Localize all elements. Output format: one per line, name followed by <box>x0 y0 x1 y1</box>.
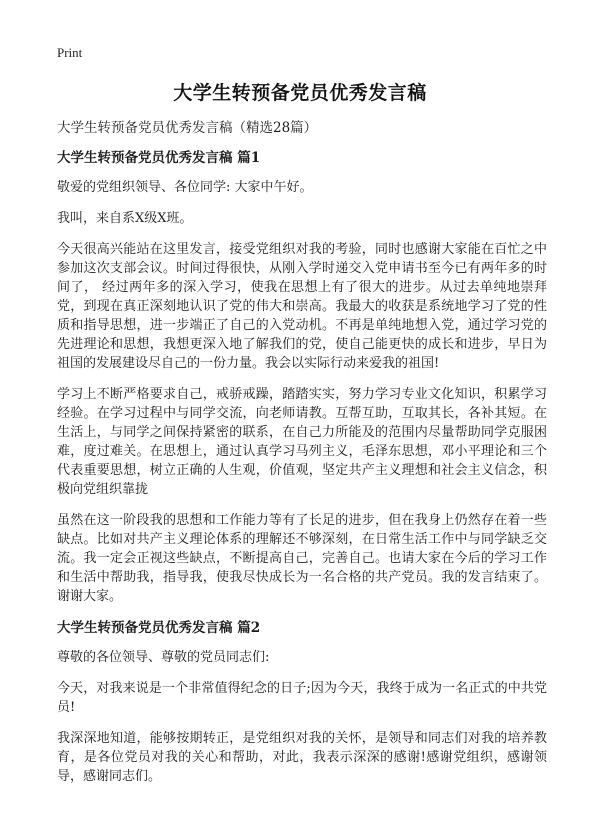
paragraph: 今天很高兴能站在这里发言，接受党组织对我的考验，同时也感谢大家能在百忙之中参加这次支部会议。时间过得很快，从刚入学时递交入党申请书至今已有两年多的时间了， 经过两年多的深入学习，使我在思想上有了很大的进步。从过去单纯地崇拜党，到现在真正深刻地认识了党的伟大和崇高。我最大的收获是系统地学习了党的性质和指导思想，进一步端正了自己的入党动机。不再是单纯地想入党，通过学习党的先进理论和思想，我想更深入地了解我们的党，使自己能更快的成长和进步，早日为祖国的发展建设尽自己的一份力量。我会以实际行动来爱我的祖国! <box>57 242 547 371</box>
paragraph: 虽然在这一阶段我的思想和工作能力等有了长足的进步，但在我身上仍然存在着一些缺点。比如对共产主义理论体系的理解还不够深刻，在日常生活工作中与同学缺乏交流。我一定会正视这些缺点，不断提高自己，完善自己。也请大家在今后的学习工作和生活中帮助我，指导我，使我尽快成长为一名合格的共产党员。我的发言结束了。谢谢大家。 <box>57 513 547 604</box>
paragraph: 今天，对我来说是一个非常值得纪念的日子;因为今天，我终于成为一名正式的中共党员! <box>57 681 547 715</box>
document-subtitle: 大学生转预备党员优秀发言稿（精选28篇） <box>57 120 318 136</box>
paragraph: 敬爱的党组织领导、各位同学: 大家中午好。 <box>57 180 313 195</box>
document-title: 大学生转预备党员优秀发言稿 <box>173 82 427 104</box>
document-body <box>57 118 547 798</box>
paragraph: 我深深地知道，能够按期转正，是党组织对我的关怀，是领导和同志们对我的培养教育，是各位党员对我的关心和帮助，对此，我表示深深的感谢!感谢党组织，感谢领导，感谢同志们。 <box>57 731 547 784</box>
print-link[interactable]: Print <box>57 45 83 60</box>
paragraph: 我叫，来自系X级X班。 <box>57 211 193 226</box>
paragraph: 学习上不断严格要求自己，戒骄戒躁，踏踏实实，努力学习专业文化知识，积累学习经验。在学习过程中与同学交流，向老师请教。互帮互助，互取其长，各补其短。在生活上，与同学之间保持紧密的联系，在自己力所能及的范围内尽量帮助同学克服困难，度过难关。在思想上，通过认真学习马列主义，毛泽东思想，邓小平理论和三个代表重要思想，树立正确的人生观，价值观，坚定共产主义理想和社会主义信念，积极向党组织靠拢 <box>57 387 547 497</box>
section-heading-2: 大学生转预备党员优秀发言稿 篇2 <box>57 620 261 636</box>
section-heading-1: 大学生转预备党员优秀发言稿 篇1 <box>57 150 261 166</box>
paragraph: 尊敬的各位领导、尊敬的党员同志们: <box>57 650 270 665</box>
